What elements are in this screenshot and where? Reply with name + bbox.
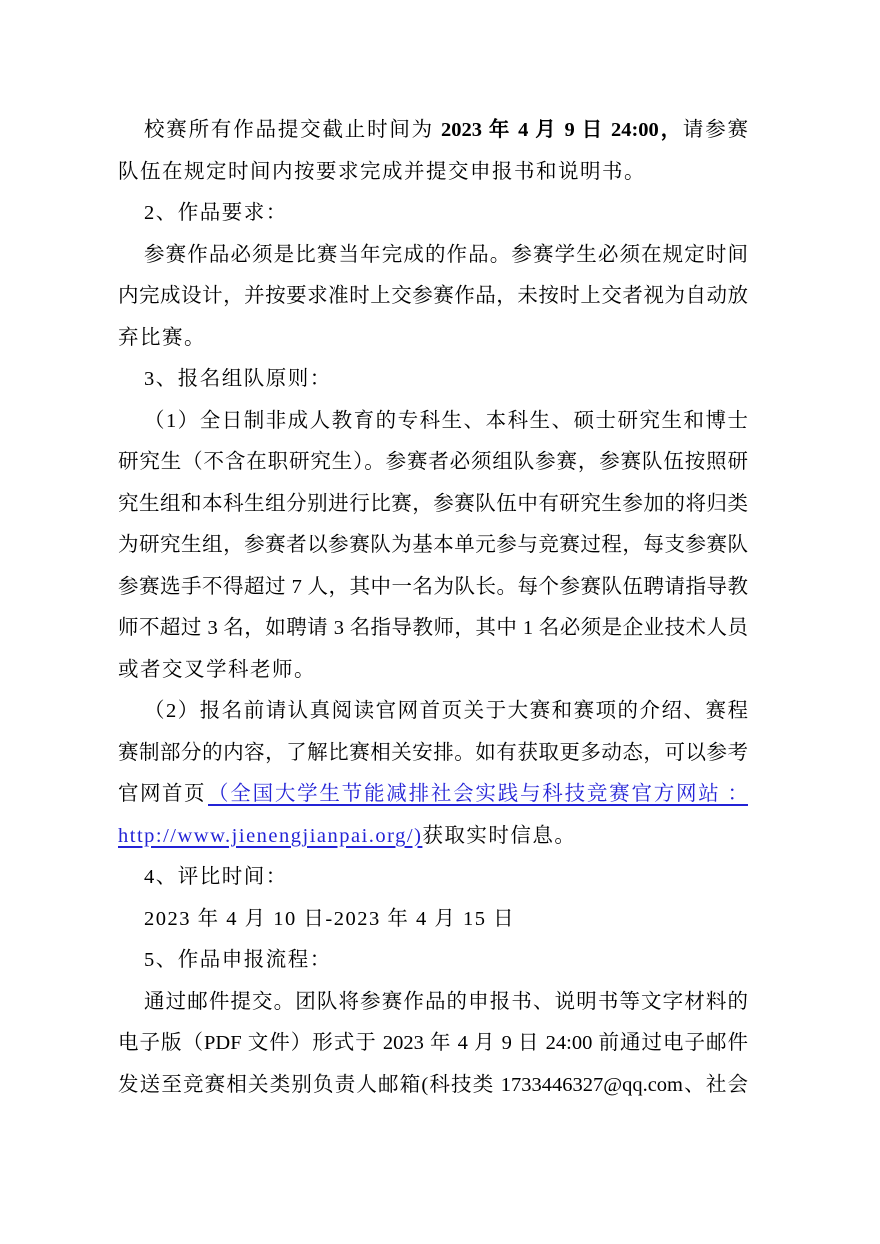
- text-line: [118, 235, 748, 277]
- text-run: 通过邮件提交。团队将参赛作品的申报书、说明书等文字材料的: [144, 990, 748, 1013]
- text-run: 研究生（不含在职研究生）。参赛者必须组队参赛，参赛队伍按照研: [118, 451, 748, 473]
- text-line: [118, 442, 748, 484]
- text-line: [118, 484, 748, 526]
- text-run: 发送至竞赛相关类别负责人邮箱(科技类 1733446327@qq.com、社会: [118, 1073, 748, 1096]
- text-line: [118, 982, 748, 1024]
- text-line: [118, 318, 748, 360]
- text-line: [118, 152, 748, 194]
- text-run: 电子版（PDF 文件）形式于 2023 年 4 月 9 日 24:00 前通过电子邮件: [118, 1032, 748, 1054]
- document-body: [118, 110, 748, 1106]
- text-line: [118, 899, 748, 941]
- text-line: [118, 1065, 748, 1107]
- text-run: 究生组和本科生组分别进行比赛，参赛队伍中有研究生参加的将归类: [118, 492, 748, 515]
- text-line: [118, 857, 748, 899]
- text-run: 官网首页: [118, 783, 206, 805]
- text-line: [118, 650, 748, 692]
- text-run: 请参赛: [682, 119, 749, 141]
- text-run: 或者交叉学科老师。: [118, 658, 316, 681]
- hyperlink[interactable]: （全国大学生节能减排社会实践与科技竞赛官方网站 ：: [208, 783, 748, 805]
- text-run: 师不超过 3 名，如聘请 3 名指导教师，其中 1 名必须是企业技术人员: [118, 617, 748, 639]
- text-line: [118, 401, 748, 443]
- text-line: [118, 774, 748, 816]
- text-line: [118, 525, 748, 567]
- text-run: 为研究生组，参赛者以参赛队为基本单元参与竞赛过程，每支参赛队: [118, 534, 748, 556]
- text-line: [118, 1023, 748, 1065]
- text-run: （1）全日制非成人教育的专科生、本科生、硕士研究生和博士: [144, 409, 748, 432]
- text-run: 校赛所有作品提交截止时间为: [144, 119, 441, 141]
- text-line: [118, 567, 748, 609]
- text-run: 5、作品申报流程：: [144, 949, 332, 971]
- text-run: 4、评比时间：: [144, 866, 288, 888]
- text-run: （2）报名前请认真阅读官网首页关于大赛和赛项的介绍、赛程: [144, 700, 748, 722]
- text-run: 赛制部分的内容，了解比赛相关安排。如有获取更多动态，可以参考: [118, 741, 748, 764]
- text-run: 2、作品要求：: [144, 202, 288, 224]
- text-line: [118, 359, 748, 401]
- text-line: [118, 940, 748, 982]
- text-line: [118, 608, 748, 650]
- text-run: 内完成设计，并按要求准时上交参赛作品，未按时上交者视为自动放: [118, 285, 748, 307]
- text-run: 参赛选手不得超过 7 人，其中一名为队长。每个参赛队伍聘请指导教: [118, 575, 748, 598]
- hyperlink[interactable]: http://www.jienengjianpai.org/): [118, 824, 423, 847]
- text-line: [118, 691, 748, 733]
- text-run: 参赛作品必须是比赛当年完成的作品。参赛学生必须在规定时间: [144, 243, 748, 266]
- bold-text: 2023 年 4 月 9 日 24:00，: [440, 119, 683, 141]
- text-line: [118, 816, 748, 858]
- text-line: [118, 733, 748, 775]
- text-line: [118, 110, 748, 152]
- text-line: [118, 193, 748, 235]
- text-line: [118, 276, 748, 318]
- text-run: 队伍在规定时间内按要求完成并提交申报书和说明书。: [118, 160, 646, 183]
- text-run: 2023 年 4 月 10 日-2023 年 4 月 15 日: [144, 907, 516, 930]
- text-run: 3、报名组队原则：: [144, 368, 332, 390]
- text-run: 获取实时信息。: [422, 824, 577, 847]
- text-run: 弃比赛。: [118, 326, 206, 349]
